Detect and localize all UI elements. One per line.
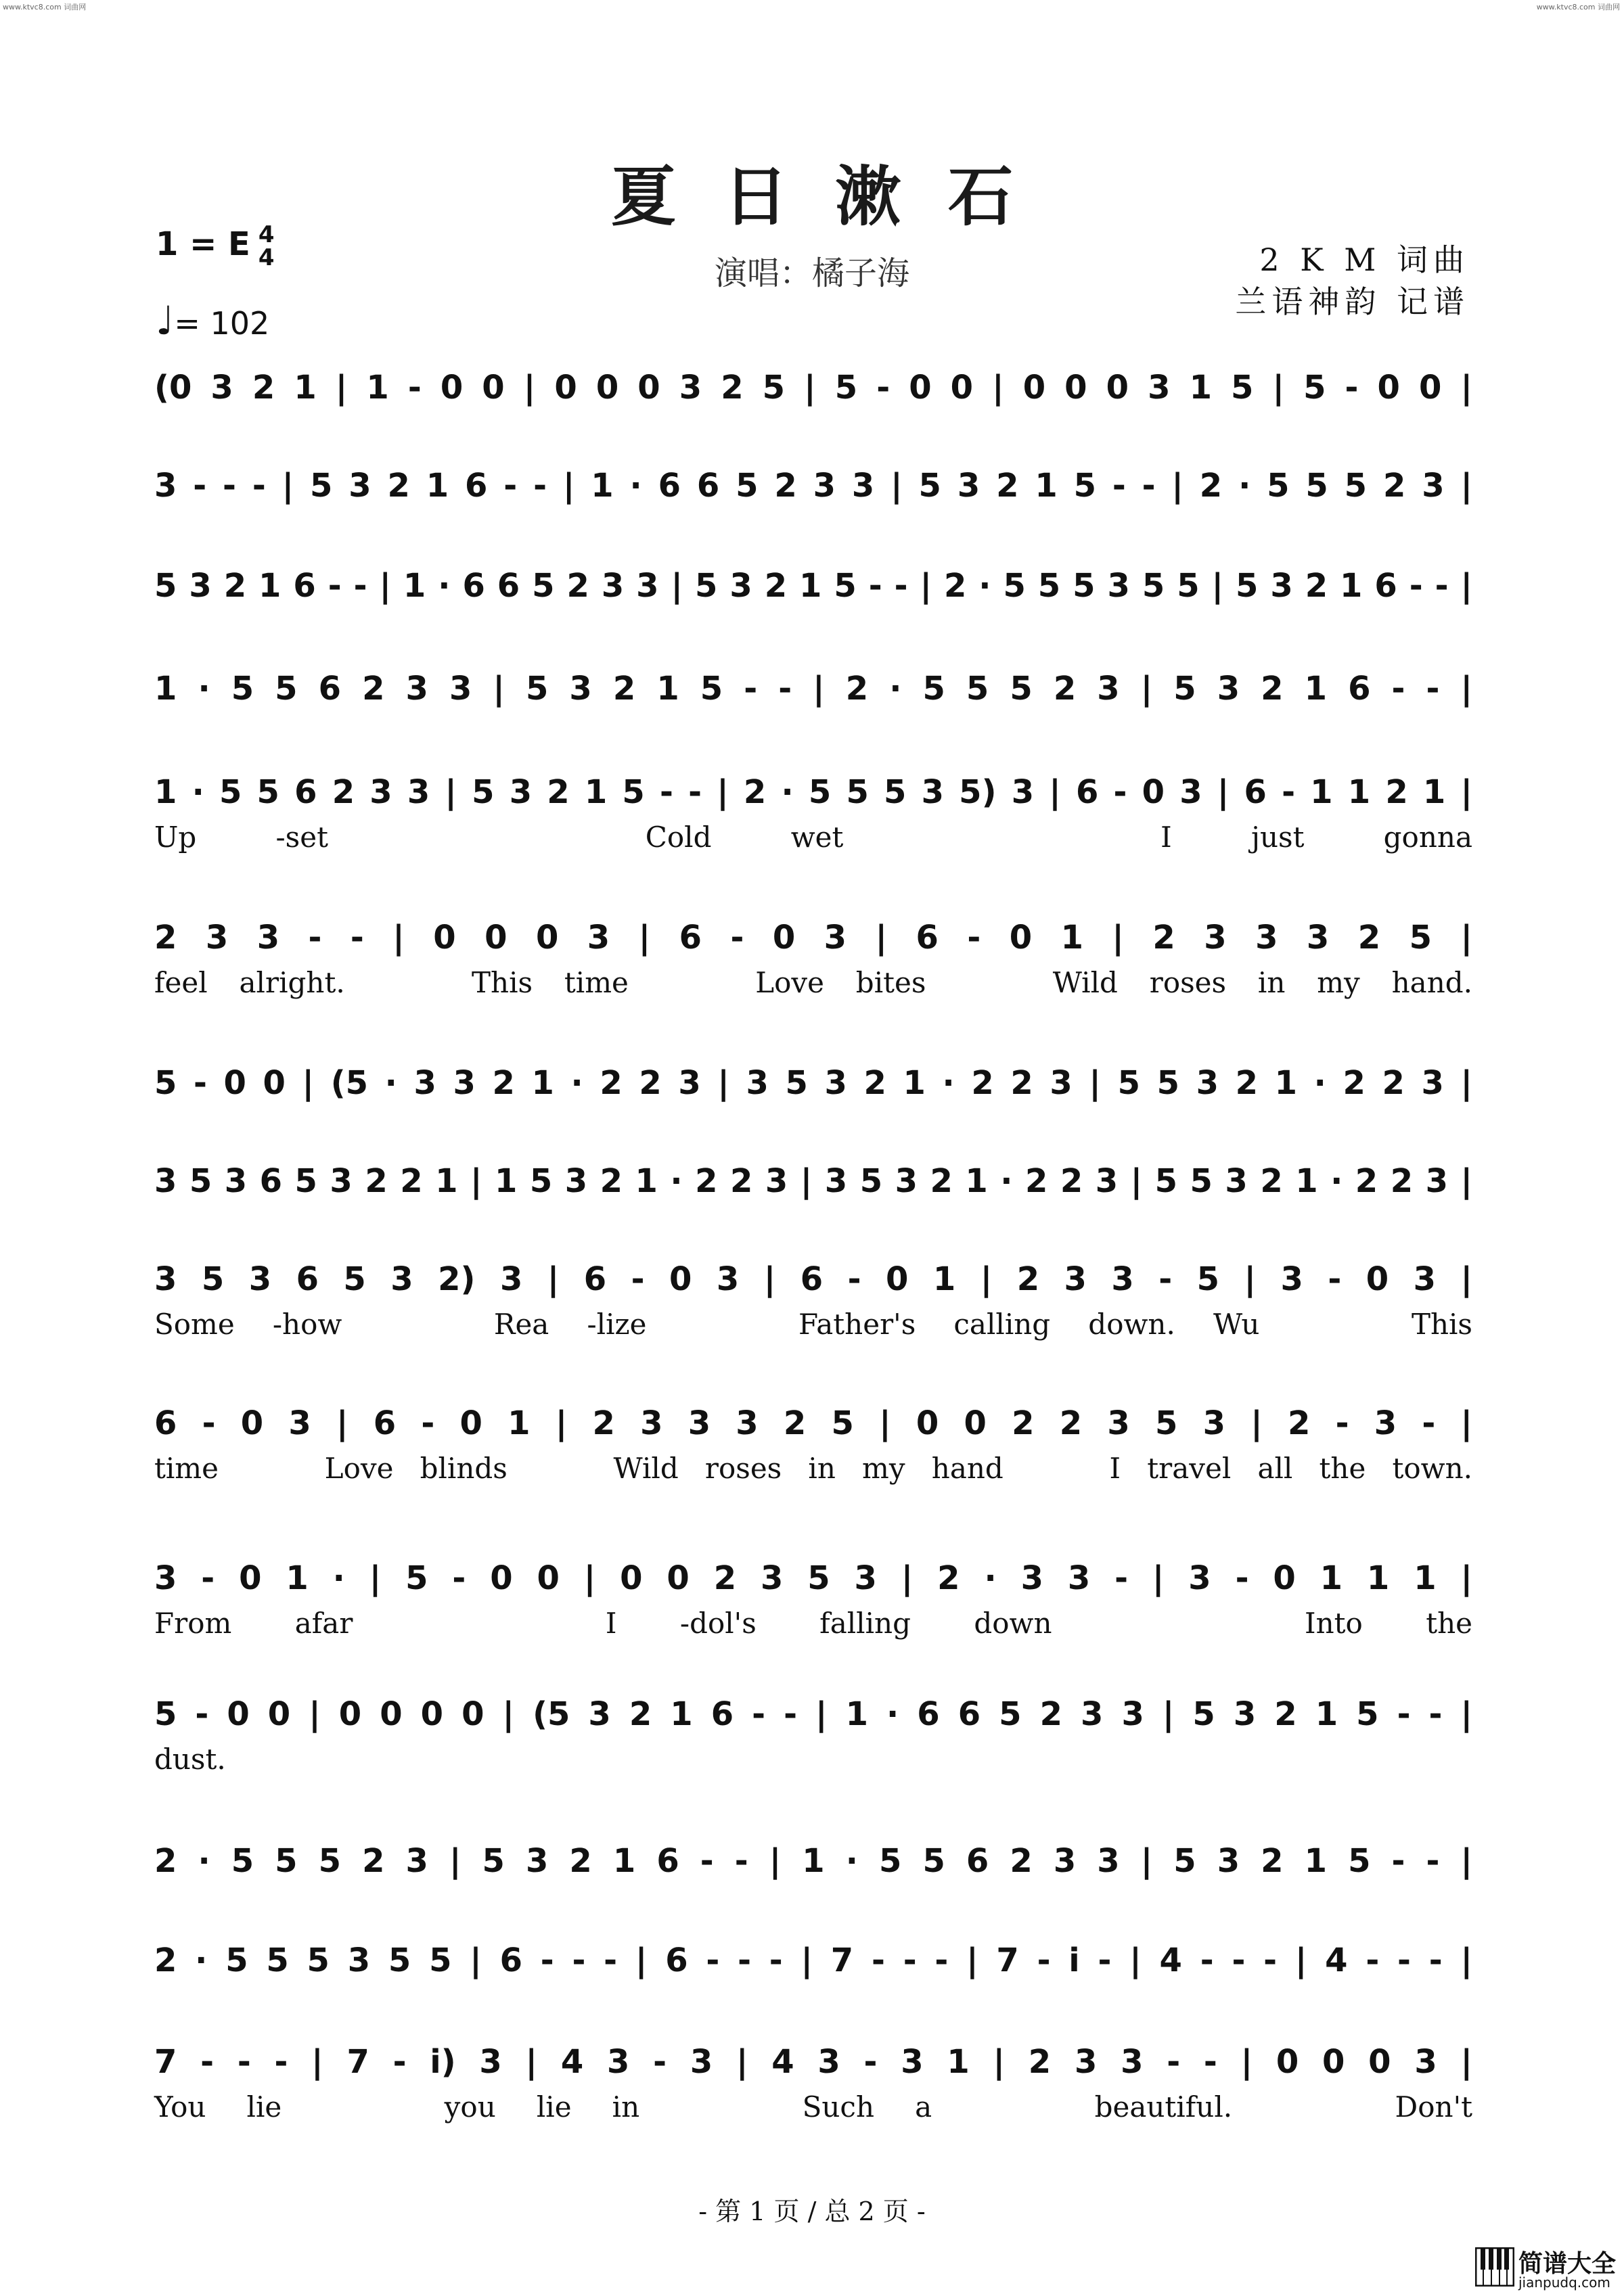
notation-line: 5 - 0 0 | 0 0 0 0 | (5 3 2 1 6 - - | 1 · 6 6 5 2 3 3 | 5 3 2 1 5 - - | — [154, 1695, 1472, 1733]
notation-line: 2 · 5 5 5 2 3 | 5 3 2 1 6 - - | 1 · 5 5 6 2 3 3 | 5 3 2 1 5 - - | — [154, 1842, 1472, 1880]
notation-line: 5 3 2 1 6 - - | 1 · 6 6 5 2 3 3 | 5 3 2 1 5 - - | 2 · 5 5 5 3 5 5 | 5 3 2 1 6 - - | — [154, 567, 1472, 605]
time-signature-top: 4 — [258, 221, 275, 248]
corner-watermark-left: www.ktvc8.com 词曲网 — [3, 3, 87, 12]
page-number: - 第 1 页 / 总 2 页 - — [698, 2197, 926, 2226]
score-row — [154, 1398, 1472, 1449]
time-signature-bottom: 4 — [258, 244, 275, 271]
lyric-line: You lie you lie in Such a beautiful. Don't — [154, 2090, 1472, 2123]
lyric-line: Up -set Cold wet I just gonna — [154, 821, 1472, 854]
score-row — [154, 663, 1472, 714]
notation-line: 1 · 5 5 6 2 3 3 | 5 3 2 1 5 - - | 2 · 5 5 5 3 5) 3 | 6 - 0 3 | 6 - 1 1 2 1 | — [154, 773, 1472, 811]
notation-line: 5 - 0 0 | (5 · 3 3 2 1 · 2 2 3 | 3 5 3 2 1 · 2 2 3 | 5 5 3 2 1 · 2 2 3 | — [154, 1064, 1472, 1102]
lyric-line: From afar I -dol's falling down Into the — [154, 1607, 1472, 1640]
notation-line: 3 - 0 1 · | 5 - 0 0 | 0 0 2 3 5 3 | 2 · 3 3 - | 3 - 0 1 1 1 | — [154, 1559, 1472, 1597]
notation-line: 2 · 5 5 5 3 5 5 | 6 - - - | 6 - - - | 7 - - - | 7 - i - | 4 - - - | 4 - - - | — [154, 1942, 1472, 1979]
notation-line: 3 5 3 6 5 3 2) 3 | 6 - 0 3 | 6 - 0 1 | 2 3 3 - 5 | 3 - 0 3 | — [154, 1260, 1472, 1298]
quarter-note-icon: ♩ — [156, 298, 175, 344]
lyric-line: Some -how Rea -lize Father's calling down. Wu This — [154, 1308, 1472, 1341]
logo-brand: 简谱大全 — [1518, 2250, 1617, 2278]
site-logo — [1475, 2245, 1619, 2292]
notation-line: 2 3 3 - - | 0 0 0 3 | 6 - 0 3 | 6 - 0 1 | 2 3 3 3 2 5 | — [154, 919, 1472, 957]
score-row — [154, 1835, 1472, 1887]
score-row — [154, 912, 1472, 963]
notation-line: 3 5 3 6 5 3 2 2 1 | 1 5 3 2 1 · 2 2 3 | 3 5 3 2 1 · 2 2 3 | 5 5 3 2 1 · 2 2 3 | — [154, 1162, 1472, 1200]
song-title: 夏日漱石 — [611, 158, 1060, 235]
score-row — [154, 1553, 1472, 1604]
notation-line: 6 - 0 3 | 6 - 0 1 | 2 3 3 3 2 5 | 0 0 2 2 3 5 3 | 2 - 3 - | — [154, 1404, 1472, 1442]
composer-credit: 2 K M 词曲 — [1259, 242, 1470, 278]
key-label: 1 = E — [156, 225, 250, 263]
singer-credit: 演唱：橘子海 — [714, 254, 909, 292]
score-row — [154, 460, 1472, 511]
notation-line: 3 - - - | 5 3 2 1 6 - - | 1 · 6 6 5 2 3 3 | 5 3 2 1 5 - - | 2 · 5 5 5 2 3 | — [154, 467, 1472, 505]
notation-credit: 兰语神韵 记谱 — [1235, 283, 1470, 320]
notation-line: 1 · 5 5 6 2 3 3 | 5 3 2 1 5 - - | 2 · 5 5 5 2 3 | 5 3 2 1 6 - - | — [154, 670, 1472, 708]
lyric-line: feel alright. This time Love bites Wild roses in my hand. — [154, 966, 1472, 999]
score-row — [154, 1155, 1472, 1207]
tempo-marking — [156, 298, 269, 344]
lyric-line: dust. — [154, 1743, 226, 1776]
score-row — [154, 1689, 1472, 1740]
score-row — [154, 1254, 1472, 1305]
score-row — [154, 766, 1472, 818]
piano-keys-icon — [1475, 2247, 1514, 2287]
score-row — [154, 560, 1472, 612]
score-row — [154, 2036, 1472, 2088]
notation-line: (0 3 2 1 | 1 - 0 0 | 0 0 0 3 2 5 | 5 - 0 0 | 0 0 0 3 1 5 | 5 - 0 0 | — [154, 369, 1472, 407]
logo-url: jianpudq.com — [1518, 2274, 1610, 2291]
score-row — [154, 362, 1472, 413]
tempo-value: = 102 — [174, 305, 270, 342]
notation-line: 7 - - - | 7 - i) 3 | 4 3 - 3 | 4 3 - 3 1 | 2 3 3 - - | 0 0 0 3 | — [154, 2043, 1472, 2081]
lyric-line: time Love blinds Wild roses in my hand I travel all the town. — [154, 1452, 1472, 1485]
score-row — [154, 1057, 1472, 1109]
corner-watermark-right: www.ktvc8.com 词曲网 — [1536, 3, 1620, 12]
score-row — [154, 1935, 1472, 1986]
